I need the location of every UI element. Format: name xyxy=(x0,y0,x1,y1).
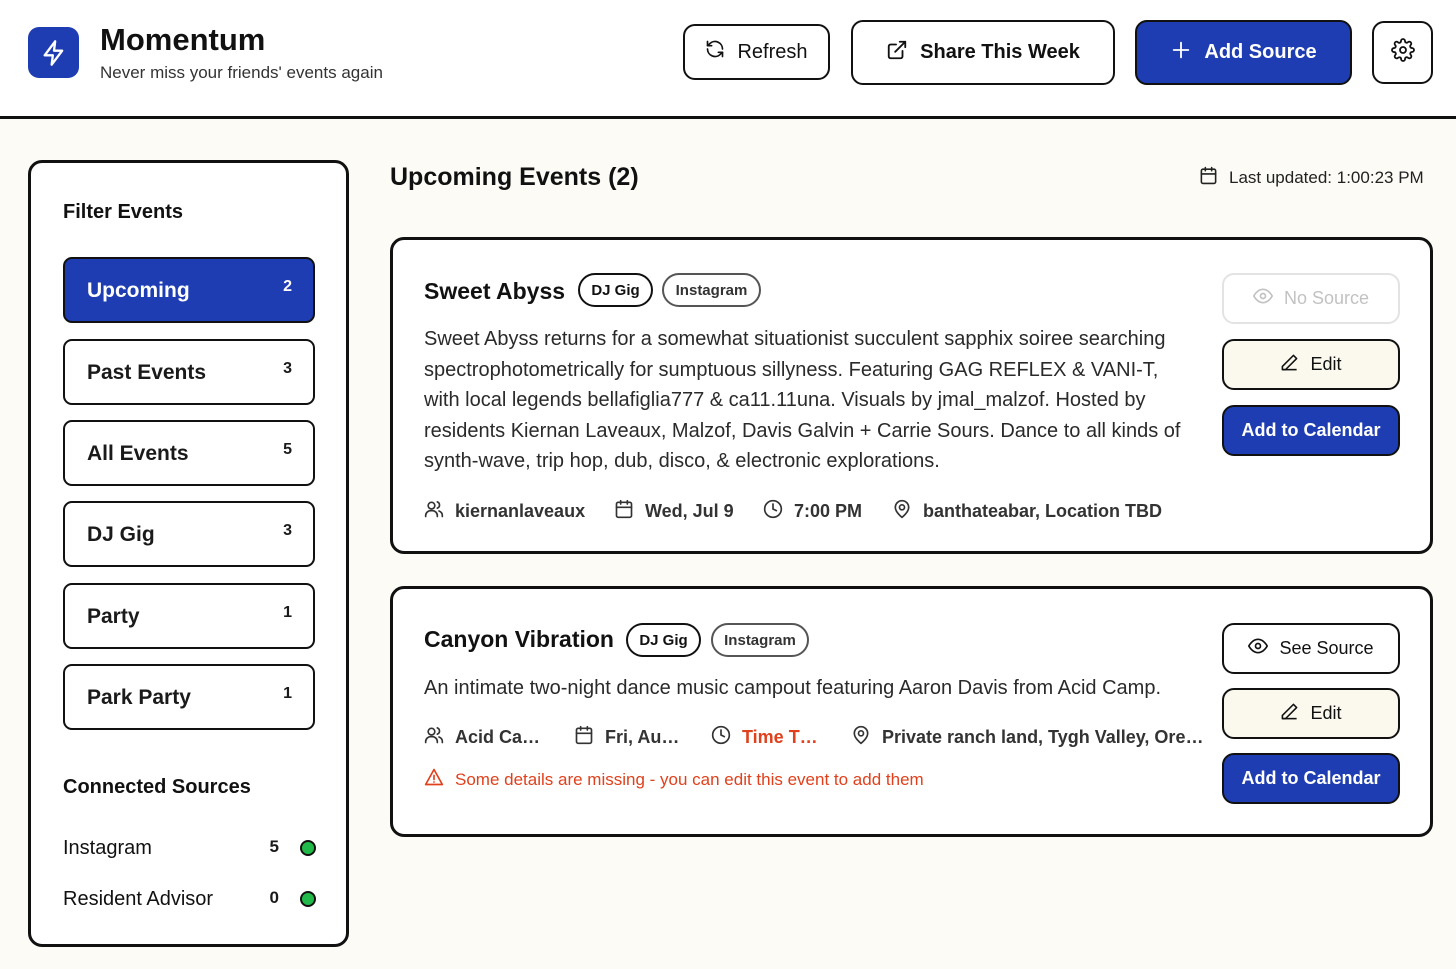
calendar-icon xyxy=(574,725,594,750)
event-host xyxy=(424,725,540,750)
description-line: An intimate two-night dance music campout featuring Aaron Davis from Acid Camp. xyxy=(424,677,1162,699)
add-source-label: Add Source xyxy=(1204,41,1317,63)
external-link-icon xyxy=(886,39,908,67)
filter-count: 3 xyxy=(283,360,292,377)
share-week-button[interactable] xyxy=(851,20,1115,85)
app-header xyxy=(0,0,1456,119)
source-button-label: See Source xyxy=(1279,638,1374,658)
filter-upcoming[interactable] xyxy=(63,257,315,323)
app-title: Momentum xyxy=(100,22,266,57)
event-tag-type: DJ Gig xyxy=(578,273,653,307)
add-to-calendar-label: Add to Calendar xyxy=(1241,420,1381,440)
add-to-calendar-label: Add to Calendar xyxy=(1241,768,1381,788)
date-text: Wed, Jul 9 xyxy=(645,501,734,521)
pencil-icon xyxy=(1280,353,1299,377)
event-tag-source: Instagram xyxy=(711,623,809,657)
event-time xyxy=(711,725,818,750)
gear-icon xyxy=(1391,38,1415,68)
refresh-label: Refresh xyxy=(737,40,808,63)
lightning-icon xyxy=(28,27,79,78)
refresh-icon xyxy=(705,39,725,65)
see-source-button[interactable] xyxy=(1222,623,1400,674)
warning-text: Some details are missing - you can edit this event to add them xyxy=(455,769,924,789)
event-description xyxy=(424,324,1204,477)
eye-icon xyxy=(1253,286,1273,311)
filter-all-events[interactable] xyxy=(63,420,315,486)
add-to-calendar-button[interactable] xyxy=(1222,405,1400,456)
map-pin-icon xyxy=(892,499,912,524)
time-text: Time T… xyxy=(742,727,818,747)
source-label: Instagram xyxy=(63,837,152,859)
source-button-label: No Source xyxy=(1283,288,1370,308)
description-line: synth-wave, trip hop, dub, disco, & electronic explorations. xyxy=(424,450,940,472)
source-resident-advisor xyxy=(63,885,319,915)
share-week-label: Share This Week xyxy=(920,41,1080,63)
event-host xyxy=(424,499,585,524)
event-card xyxy=(390,237,1433,554)
sidebar xyxy=(28,160,349,947)
description-line: residents Kiernan Laveaux, Malzof, Davis Galvin + Carrie Sours. Dance to all kinds of xyxy=(424,419,1181,442)
refresh-button[interactable] xyxy=(683,24,830,80)
source-instagram xyxy=(63,834,319,864)
filter-count: 1 xyxy=(283,685,292,702)
users-icon xyxy=(424,725,444,750)
map-pin-icon xyxy=(851,725,871,750)
filter-count: 3 xyxy=(283,522,292,539)
filter-count: 5 xyxy=(283,441,292,458)
filter-label: Upcoming xyxy=(87,279,190,302)
event-title: Sweet Abyss xyxy=(424,278,566,304)
missing-details-warning xyxy=(424,767,924,792)
filter-party[interactable] xyxy=(63,583,315,649)
filter-label: Party xyxy=(87,605,140,628)
description-line: Sweet Abyss returns for a somewhat situationist succulent sapphix soiree searching xyxy=(424,328,1166,350)
event-date xyxy=(574,725,679,750)
page-title: Upcoming Events (2) xyxy=(390,163,639,191)
filter-events-heading: Filter Events xyxy=(63,201,184,223)
no-source-button[interactable] xyxy=(1222,273,1400,324)
event-card xyxy=(390,586,1433,837)
calendar-icon xyxy=(1199,166,1218,190)
date-text: Fri, Au… xyxy=(605,727,680,747)
event-tag-type: DJ Gig xyxy=(626,623,701,657)
event-time xyxy=(763,499,862,524)
clock-icon xyxy=(711,725,731,750)
settings-button[interactable] xyxy=(1372,21,1433,84)
users-icon xyxy=(424,499,444,524)
description-line: with local legends bellafiglia777 & ca11.11una. Visuals by jmal_malzof. Hosted by xyxy=(424,389,1146,411)
source-count: 0 xyxy=(269,888,279,907)
filter-label: Park Party xyxy=(87,686,191,709)
last-updated-text: Last updated: 1:00:23 PM xyxy=(1229,168,1424,187)
event-title: Canyon Vibration xyxy=(424,626,614,652)
location-text: banthateabar, Location TBD xyxy=(923,501,1163,521)
filter-count: 2 xyxy=(283,278,292,295)
filter-label: Past Events xyxy=(87,361,207,384)
description-line: spectrophotometrically for sumptuous sillyness. Featuring GAG REFLEX & VANI-T, xyxy=(424,358,1159,381)
status-dot xyxy=(300,891,316,907)
app-subtitle: Never miss your friends' events again xyxy=(100,63,383,82)
filter-label: DJ Gig xyxy=(87,523,155,546)
add-source-button[interactable] xyxy=(1135,20,1352,85)
warning-icon xyxy=(424,767,444,792)
event-location xyxy=(851,725,1203,750)
filter-past-events[interactable] xyxy=(63,339,315,405)
filter-count: 1 xyxy=(283,604,292,621)
edit-label: Edit xyxy=(1310,354,1342,374)
host-text: Acid Ca… xyxy=(455,727,541,747)
location-text: Private ranch land, Tygh Valley, Ore… xyxy=(882,727,1204,747)
event-location xyxy=(892,499,1162,524)
filter-label: All Events xyxy=(87,442,189,465)
filter-dj-gig[interactable] xyxy=(63,501,315,567)
source-count: 5 xyxy=(269,837,279,856)
edit-button[interactable] xyxy=(1222,688,1400,739)
add-to-calendar-button[interactable] xyxy=(1222,753,1400,804)
event-description xyxy=(424,673,1204,704)
filter-park-party[interactable] xyxy=(63,664,315,730)
edit-button[interactable] xyxy=(1222,339,1400,390)
event-date xyxy=(614,499,734,524)
last-updated xyxy=(1199,167,1424,189)
plus-icon xyxy=(1170,39,1192,67)
eye-icon xyxy=(1248,636,1268,661)
pencil-icon xyxy=(1280,702,1299,726)
time-text: 7:00 PM xyxy=(794,501,863,521)
status-dot xyxy=(300,840,316,856)
event-tag-source: Instagram xyxy=(662,273,761,307)
connected-sources-heading: Connected Sources xyxy=(63,776,251,798)
host-text: kiernanlaveaux xyxy=(455,501,586,521)
calendar-icon xyxy=(614,499,634,524)
clock-icon xyxy=(763,499,783,524)
source-label: Resident Advisor xyxy=(63,888,214,910)
edit-label: Edit xyxy=(1310,703,1342,723)
